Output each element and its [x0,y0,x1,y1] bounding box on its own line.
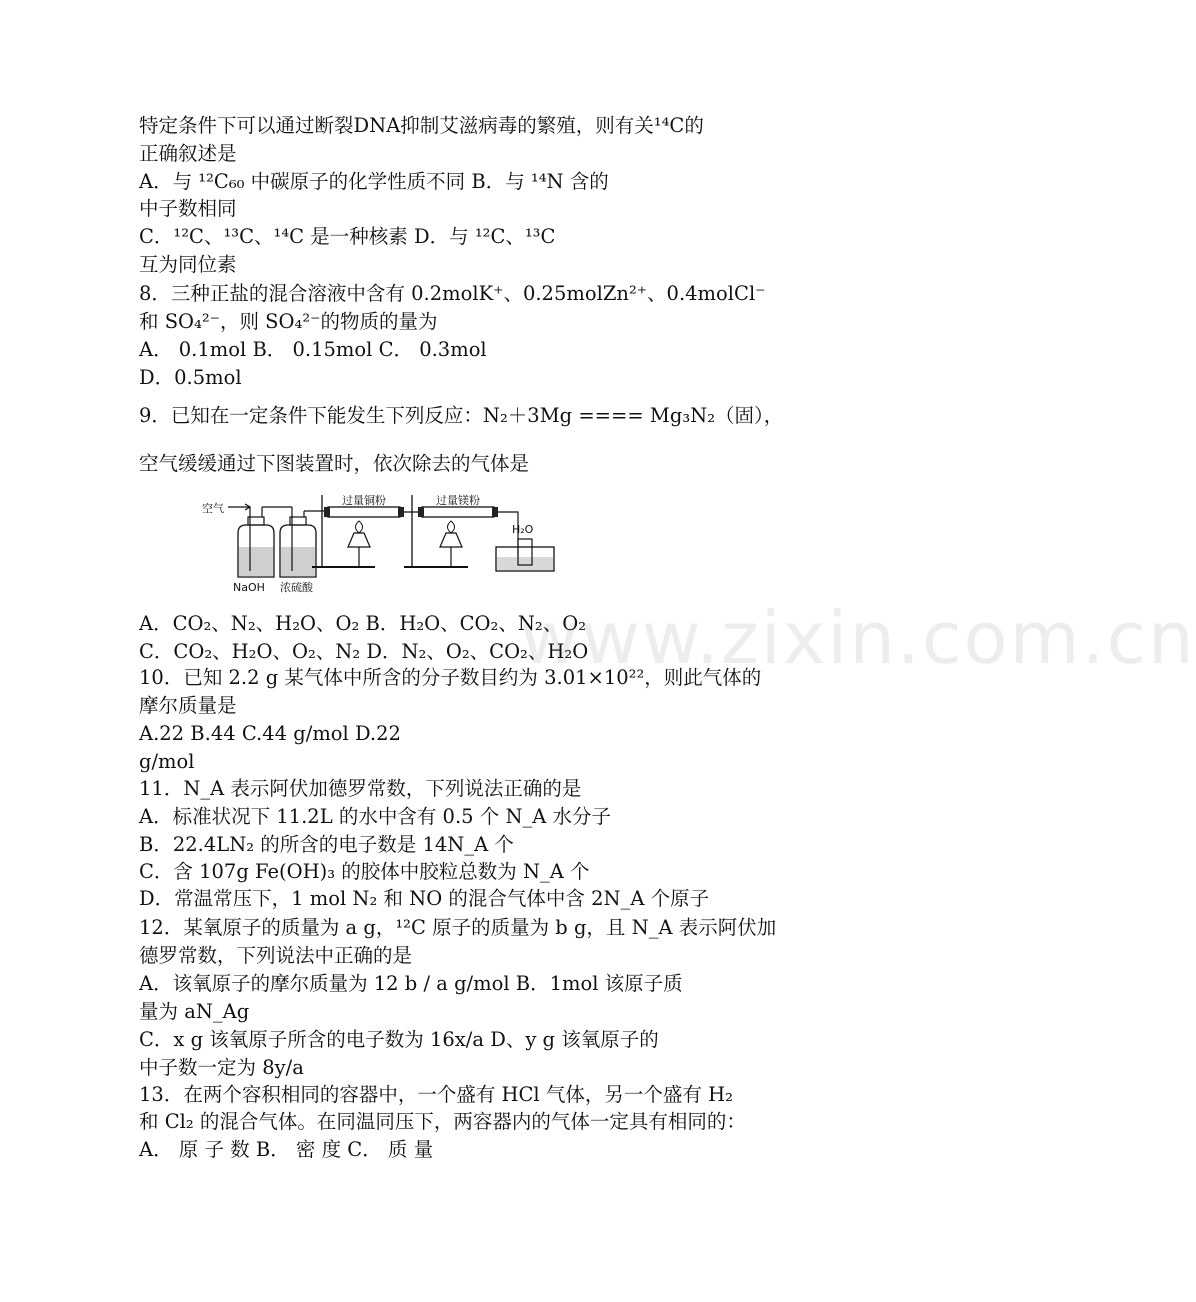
text-line: D．0.5mol [139,366,242,389]
text-line: 摩尔质量是 [139,694,237,717]
text-line: 10．已知 2.2 g 某气体中所含的分子数目约为 3.01×10²²，则此气体的 [139,666,762,689]
text-line: 空气缓缓通过下图装置时，依次除去的气体是 [139,452,530,475]
text-line: C．¹²C、¹³C、¹⁴C 是一种核素 D．与 ¹²C、¹³C [139,225,556,248]
text-line: 特定条件下可以通过断裂DNA抑制艾滋病毒的繁殖，则有关¹⁴C的 [139,114,704,137]
text-line: A.22 B.44 C.44 g/mol D.22 [139,722,401,745]
naoh-label: NaOH [233,581,265,594]
watermark: www.zixin.com.cn [520,596,1196,680]
text-line: 9．已知在一定条件下能发生下列反应：N₂＋3Mg ==== Mg₃N₂（固）， [139,404,784,427]
text-line: A．标准状况下 11.2L 的水中含有 0.5 个 N_A 水分子 [139,805,612,828]
acid-label: 浓硫酸 [280,581,313,594]
copper-tube [328,507,400,517]
text-line: A． 0.1mol B． 0.15mol C． 0.3mol [139,338,487,361]
experiment-apparatus-diagram [200,495,570,595]
magnesium-label: 过量镁粉 [436,494,480,507]
text-line: 8．三种正盐的混合溶液中含有 0.2molK⁺、0.25molZn²⁺、0.4molCl⁻ [139,282,766,305]
text-line: 13．在两个容积相同的容器中，一个盛有 HCl 气体，另一个盛有 H₂ [139,1083,733,1106]
text-line: C．CO₂、H₂O、O₂、N₂ D．N₂、O₂、CO₂、H₂O [139,640,589,663]
text-line: D．常温常压下，1 mol N₂ 和 NO 的混合气体中含 2N_A 个原子 [139,887,710,910]
text-line: 互为同位素 [139,253,237,276]
text-line: 量为 aN_Ag [139,1000,250,1023]
text-line: A．该氧原子的摩尔质量为 12 b / a g/mol B．1mol 该原子质 [139,972,683,995]
text-line: 中子数相同 [139,197,237,220]
text-line: 中子数一定为 8y/a [139,1056,304,1079]
copper-label: 过量铜粉 [342,494,386,507]
magnesium-tube [422,507,494,517]
text-line: 正确叙述是 [139,142,237,165]
text-line: 12．某氧原子的质量为 a g，¹²C 原子的质量为 b g，且 N_A 表示阿伏加 [139,916,777,939]
text-line: A． 原 子 数 B． 密 度 C． 质 量 [139,1138,434,1161]
text-line: C．x g 该氧原子所含的电子数为 16x/a D、y g 该氧原子的 [139,1028,659,1051]
text-line: A．CO₂、N₂、H₂O、O₂ B．H₂O、CO₂、N₂、O₂ [139,612,587,635]
burner-2 [440,533,462,547]
air-label: 空气 [202,502,224,515]
text-line: B．22.4LN₂ 的所含的电子数是 14N_A 个 [139,833,514,856]
text-line: C．含 107g Fe(OH)₃ 的胶体中胶粒总数为 N_A 个 [139,860,590,883]
naoh-bottle [238,507,274,577]
text-line: 德罗常数，下列说法中正确的是 [139,944,413,967]
burner-1 [348,533,370,547]
text-line: g/mol [139,750,195,773]
text-line: 和 Cl₂ 的混合气体。在同温同压下，两容器内的气体一定具有相同的： [139,1110,746,1133]
acid-bottle [280,507,316,577]
water-label: H₂O [512,523,534,536]
text-line: A．与 ¹²C₆₀ 中碳原子的化学性质不同 B．与 ¹⁴N 含的 [139,170,609,193]
text-line: 和 SO₄²⁻，则 SO₄²⁻的物质的量为 [139,310,438,333]
text-line: 11．N_A 表示阿伏加德罗常数，下列说法正确的是 [139,777,582,800]
